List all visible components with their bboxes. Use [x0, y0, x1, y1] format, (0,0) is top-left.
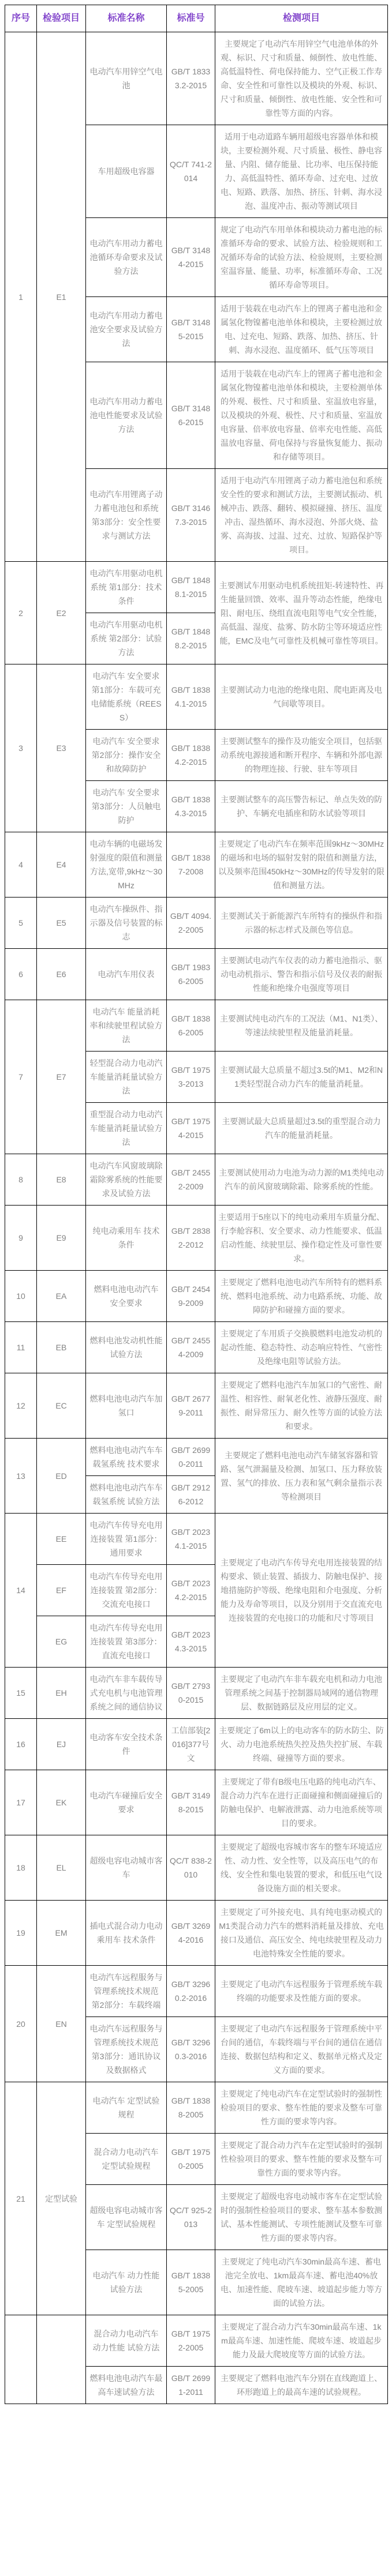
standard-no-cell: GB/T 20234.1-2015 — [167, 1514, 215, 1565]
seq-cell: 15 — [5, 1668, 37, 1719]
seq-cell: 17 — [5, 1770, 37, 1835]
test-items-cell: 主要规定了纯电动汽车30min最高车速、蓄电池完全放电、1km最高车速、蓄电池40%放电、加速性能、爬坡车速、坡道起步能力等方面的试验方法。 — [215, 2250, 388, 2315]
table-row — [5, 1770, 388, 1835]
standard-name-cell: 混合动力电动汽车 定型试验规程 — [86, 2134, 167, 2185]
standard-no-cell: GB/T 18488.1-2015 — [167, 562, 215, 613]
standard-name-cell: 车用超级电容器 — [86, 125, 167, 218]
table-row — [5, 2315, 388, 2367]
standard-no-cell: GB/T 18333.2-2015 — [167, 32, 215, 125]
inspection-item-cell: E3 — [37, 664, 86, 832]
standard-name-cell: 电动汽车远程服务与管理系统技术规范 第3部分：通讯协议及数据格式 — [86, 2017, 167, 2082]
inspection-item-cell: EB — [37, 1322, 86, 1373]
standard-name-cell: 重型混合动力电动汽车能量消耗量试验方法 — [86, 1103, 167, 1154]
standard-name-cell: 燃料电池发动机性能试验方法 — [86, 1322, 167, 1373]
test-items-cell: 主要规定了6m以上的电动客车的防水防尘、防火、动力电池系统热失控及热失控扩展、车载终端、碰撞等方面的要求。 — [215, 1719, 388, 1770]
column-header-1: 检验项目 — [37, 5, 86, 32]
standard-name-cell: 电动车辆的电磁场发射强度的限值和测量方法,宽带,9kHz～30MHz — [86, 832, 167, 898]
standard-name-cell: 燃料电池电动汽车最高车速试验方法 — [86, 2367, 167, 2404]
seq-cell: 10 — [5, 1271, 37, 1322]
standard-no-cell: GB/T 19752-2005 — [167, 2315, 215, 2367]
inspection-item-cell: E5 — [37, 898, 86, 949]
seq-cell: 8 — [5, 1154, 37, 1206]
seq-cell — [5, 2315, 37, 2404]
table-row — [5, 562, 388, 613]
test-items-cell: 主要规定了超级电容电动城市客车在定型试验时的强制性检验项目的要求、整车基本参数测试、基本性能测试、专项性能测试及整车可靠性方面的要求等内容。 — [215, 2185, 388, 2250]
standard-name-cell: 混合动力电动汽车 动力性能 试验方法 — [86, 2315, 167, 2367]
standard-no-cell: QC/T 741-2014 — [167, 125, 215, 218]
table-row — [5, 1719, 388, 1770]
seq-cell: 19 — [5, 1901, 37, 1966]
standard-name-cell: 电动汽车传导充电用连接装置 第2部分：交流充电接口 — [86, 1565, 167, 1616]
inspection-item-cell: E6 — [37, 949, 86, 1000]
seq-cell: 16 — [5, 1719, 37, 1770]
standard-no-cell: GB/T 32960.2-2016 — [167, 1966, 215, 2017]
test-items-cell: 主要测试动力电池的绝缘电阻、爬电距离及电气间歇等项目。 — [215, 664, 388, 730]
test-items-cell: 主要测试最大总质量不超过3.5t的M1、M2和N1类轻型混合动力汽车的能量消耗量。 — [215, 1052, 388, 1103]
test-items-cell: 主要测试使用动力电池为动力源的M1类纯电动汽车的前风窗玻璃除霜、除雾系统的性能。 — [215, 1154, 388, 1206]
inspection-item-cell: EL — [37, 1835, 86, 1901]
standard-name-cell: 电动汽车风窗玻璃除霜除雾系统的性能要求及试验方法 — [86, 1154, 167, 1206]
standard-no-cell: GB/T 29126-2012 — [167, 1476, 215, 1514]
standard-name-cell: 电动汽车操纵件、指示器及信号装置的标志 — [86, 898, 167, 949]
table-row — [5, 664, 388, 730]
inspection-item-cell: E2 — [37, 562, 86, 664]
inspection-item-cell: EA — [37, 1271, 86, 1322]
test-items-cell: 主要规定了燃料电池电动汽车储氢容器和管路、氢气泄漏量及检测、加氢口、压力释放装置、氢气的排放、压力表和氢气剩余量指示表等检测项目 — [215, 1439, 388, 1514]
test-items-cell: 适用于电动汽车用锂离子动力蓄电池包和系统安全性的要求和测试方法，主要测试振动、机械冲击、跌落、翻转、模拟碰撞、挤压、温度冲击、湿热循环、海水浸泡、外部火烧、盐雾、高海拔、过温、过充、过放、短路保护等项目。 — [215, 469, 388, 562]
standard-no-cell: GB/T 4094.2-2005 — [167, 898, 215, 949]
inspection-item-cell: ED — [37, 1439, 86, 1514]
standard-no-cell: GB/T 26990-2011 — [167, 1439, 215, 1476]
standard-name-cell: 电动汽车用动力蓄电池安全要求及试验方法 — [86, 297, 167, 362]
test-items-cell: 主要测试电动汽车仪表的动力蓄电池指示、驱动电动机指示、警告和指示信号及仪表的耐振性能和绝缘介电强度等项目 — [215, 949, 388, 1000]
standard-no-cell: GB/T 31485-2015 — [167, 297, 215, 362]
standard-name-cell: 燃料电池电动汽车车载氢系统 试验方法 — [86, 1476, 167, 1514]
test-items-cell: 适用于装载在电动汽车上的锂离子蓄电池和金属氢化物镍蓄电池单体和模块，主要检测单体的外观、极性、尺寸和质量、室温放电容量，以及模块的外观、极性、尺寸和质量、室温放电容量、倍率放电容量、倍率充电性能、高低温放电容量、荷电保持与容量恢复能力、振动和存储等项目。 — [215, 362, 388, 469]
standard-name-cell: 电动汽车 动力性能 试验方法 — [86, 2250, 167, 2315]
standard-no-cell: GB/T 19750-2005 — [167, 2134, 215, 2185]
standard-no-cell: GB/T 18387-2008 — [167, 832, 215, 898]
standard-name-cell: 燃料电池电动汽车加氢口 — [86, 1373, 167, 1439]
test-items-cell: 主要测试关于新能源汽车所特有的操纵件和指示器的标志样式及颜色等信息。 — [215, 898, 388, 949]
standard-no-cell: GB/T 18386-2005 — [167, 1000, 215, 1052]
test-items-cell: 主要规定了电动汽车远程服务于管理系统中平台间的通信，车载终端与平台间的通信在通信连接、数据包结构和定义、数据单元格式及定义方面的要求。 — [215, 2017, 388, 2082]
inspection-item-cell: EN — [37, 1966, 86, 2082]
standard-name-cell: 电动汽车用锂离子动力蓄电池包和系统 第3部分：安全性要求与测试方法 — [86, 469, 167, 562]
standard-no-cell: QC/T 925-2013 — [167, 2185, 215, 2250]
standard-name-cell: 电动汽车远程服务与管理系统技术规范 第2部分：车载终端 — [86, 1966, 167, 2017]
column-header-0: 序号 — [5, 5, 37, 32]
standard-no-cell: GB/T 32694-2016 — [167, 1901, 215, 1966]
standard-no-cell: GB/T 18384.1-2015 — [167, 664, 215, 730]
seq-cell: 11 — [5, 1322, 37, 1373]
seq-cell: 18 — [5, 1835, 37, 1901]
standard-no-cell: GB/T 20234.3-2015 — [167, 1616, 215, 1668]
seq-cell: 5 — [5, 898, 37, 949]
standard-name-cell: 电动汽车非车载传导式充电机与电池管理系统之间的通信协议 — [86, 1668, 167, 1719]
standard-name-cell: 电动汽车用仪表 — [86, 949, 167, 1000]
test-items-cell: 主要规定了混合动力汽车30min最高车速、1km最高车速、加速性能、爬坡车速、坡道起步能力及最大爬坡度等方面的试验方法。 — [215, 2315, 388, 2367]
table-row — [5, 1206, 388, 1271]
inspection-item-cell — [37, 2315, 86, 2404]
test-items-cell: 主要测试车用驱动电机系统扭矩-转速特性、再生能量回馈、效率、温升等动态性能，绝缘电阻、耐电压、绕组直流电阻等电气安全性能，高低温、湿度、盐雾、防水防尘等环境适应性能，EMC及电气可靠性及机械可靠性等项目。 — [215, 562, 388, 664]
table-row — [5, 949, 388, 1000]
table-row — [5, 1271, 388, 1322]
table-row — [5, 1514, 388, 1565]
standard-no-cell: GB/T 31484-2015 — [167, 218, 215, 297]
standard-name-cell: 轻型混合动力电动汽车能量消耗量试验方法 — [86, 1052, 167, 1103]
seq-cell: 7 — [5, 1000, 37, 1154]
standard-no-cell: GB/T 27930-2015 — [167, 1668, 215, 1719]
seq-cell: 1 — [5, 32, 37, 562]
standard-name-cell: 超级电容电动城市客车 — [86, 1835, 167, 1901]
test-items-cell: 主要规定了电动汽车非车载充电机和动力电池管理系统之间基于控制器局域网的通信物理层、数据链路层及应用层的定义。 — [215, 1668, 388, 1719]
table-row — [5, 1000, 388, 1052]
standard-no-cell: GB/T 20234.2-2015 — [167, 1565, 215, 1616]
table-row — [5, 1668, 388, 1719]
standard-name-cell: 电动汽车用动力蓄电池电性能要求及试验方法 — [86, 362, 167, 469]
table-row — [5, 832, 388, 898]
test-items-cell: 主要规定了燃料电池汽车分别在直线跑道上、环形跑道上的最高车速的试验规程。 — [215, 2367, 388, 2404]
inspection-item-cell: EM — [37, 1901, 86, 1966]
test-items-cell: 主要测试整车的操作及功能安全项目，包括驱动系统电源接通和断开程序、车辆和外部电源的物理连接、行驶、驻车等项目 — [215, 730, 388, 781]
header-row — [5, 5, 388, 32]
table-row — [5, 1835, 388, 1901]
test-items-cell: 主要测试纯电动汽车的工况法（M1、N1类）、等速法续驶里程及能量消耗量。 — [215, 1000, 388, 1052]
seq-cell: 12 — [5, 1373, 37, 1439]
test-items-cell: 主要规定了混合动力汽车在定型试验时的强制性检验项目的要求、整车性能的要求及整车可靠性方面的要求等内容。 — [215, 2134, 388, 2185]
test-items-cell: 主要规定了电动汽车在频率范围9kHz～30MHz的磁场和电场的辐射发射的限值和测量方法，以及频率范围450kHz～30MHz的传导发射的限值和测量方法。 — [215, 832, 388, 898]
standard-name-cell: 插电式混合动力电动乘用车 技术条件 — [86, 1901, 167, 1966]
test-items-cell: 主要规定了纯电动汽车在定型试验时的强制性检验项目的要求、整车性能的要求及整车可靠性方面的要求等内容。 — [215, 2082, 388, 2134]
table-row — [5, 1901, 388, 1966]
table-row — [5, 2082, 388, 2134]
standard-no-cell: GB/T 28382-2012 — [167, 1206, 215, 1271]
standard-no-cell: GB/T 19753-2013 — [167, 1052, 215, 1103]
standard-no-cell: GB/T 18488.2-2015 — [167, 613, 215, 664]
inspection-item-cell: EK — [37, 1770, 86, 1835]
standard-no-cell: 工信部装[2016]377号文 — [167, 1719, 215, 1770]
standard-name-cell: 电动汽车 安全要求 第2部分：操作安全和故障防护 — [86, 730, 167, 781]
table-header — [5, 5, 388, 32]
standard-name-cell: 纯电动乘用车 技术条件 — [86, 1206, 167, 1271]
ev-standards-table — [5, 5, 388, 2404]
test-items-cell: 主要规定了可外接充电、具有纯电驱动模式的M1类混合动力汽车的燃料消耗量及排放、充电接口及通信、高压安全、纯电续驶里程及动力电池特殊安全性能的要求。 — [215, 1901, 388, 1966]
test-items-cell: 主要规定了电动汽车用锌空气电池单体的外观、标识、尺寸和质量、倾倒性、放电性能、高低温特性、荷电保持能力、空气正极工作寿命、安全性和可靠性以及模块的外观、标识、尺寸和质量、倾倒性、放电性能、安全性和可靠性等方面的内容。 — [215, 32, 388, 125]
standard-name-cell: 电动汽车用驱动电机系统 第1部分：技术条件 — [86, 562, 167, 613]
seq-cell: 4 — [5, 832, 37, 898]
inspection-item-cell: E4 — [37, 832, 86, 898]
inspection-item-cell: E7 — [37, 1000, 86, 1154]
test-items-cell: 主要规定了电动汽车远程服务于管理系统车载终端的功能要求及性能方面的要求。 — [215, 1966, 388, 2017]
column-header-3: 标准号 — [167, 5, 215, 32]
column-header-4: 检测项目 — [215, 5, 388, 32]
test-items-cell: 适用于装载在电动汽车上的锂离子蓄电池和金属氢化物镍蓄电池单体和模块，主要检测过放电、过充电、短路、跌落、加热、挤压、针刺、海水浸泡、温度循环、低气压等项目 — [215, 297, 388, 362]
table-body — [5, 32, 388, 2404]
standard-no-cell: GB/T 32960.3-2016 — [167, 2017, 215, 2082]
table-row — [5, 898, 388, 949]
standard-no-cell: GB/T 26779-2011 — [167, 1373, 215, 1439]
column-header-2: 标准名称 — [86, 5, 167, 32]
test-items-cell: 主要测试整车的高压警告标记、单点失效的防护、车辆充电插座和防水试验等项目 — [215, 781, 388, 832]
test-items-cell: 主要规定了电动汽车传导充电用连接装置的结构要求、锁止装置、插拔力、防触电保护、接地措施防护等级、绝缘电阻和介电强度、分析能力及寿命等项目，以及分别用于交直流充电连接装置的充电接口的功能和尺寸等项目 — [215, 1514, 388, 1668]
standard-name-cell: 超级电容电动城市客车 定型试验规程 — [86, 2185, 167, 2250]
table-row — [5, 1966, 388, 2017]
standard-no-cell: GB/T 31498-2015 — [167, 1770, 215, 1835]
standard-name-cell: 电动汽车传导充电用连接装置 第3部分：直流充电接口 — [86, 1616, 167, 1668]
table-row — [5, 1439, 388, 1476]
inspection-item-cell: EH — [37, 1668, 86, 1719]
standard-no-cell: GB/T 18384.2-2015 — [167, 730, 215, 781]
standard-no-cell: GB/T 18388-2005 — [167, 2082, 215, 2134]
test-items-cell: 主要规定了燃料电池电动汽车所特有的燃料系统、燃料电池系统、动力电路系统、功能、故障防护和碰撞方面的要求。 — [215, 1271, 388, 1322]
standard-no-cell: GB/T 24554-2009 — [167, 1322, 215, 1373]
standard-no-cell: GB/T 24549-2009 — [167, 1271, 215, 1322]
inspection-item-cell: EE — [37, 1514, 86, 1565]
standard-name-cell: 电动汽车 能量消耗率和续驶里程试验方法 — [86, 1000, 167, 1052]
table-row — [5, 1373, 388, 1439]
seq-cell: 9 — [5, 1206, 37, 1271]
inspection-item-cell: EC — [37, 1373, 86, 1439]
standard-name-cell: 电动客车安全技术条件 — [86, 1719, 167, 1770]
table-row — [5, 32, 388, 125]
test-items-cell: 主要规定了带有B级电压电路的纯电动汽车、混合动力汽车在进行正面碰撞和侧面碰撞后的防触电保护、电解液泄露、动力电池系统等项目的要求。 — [215, 1770, 388, 1835]
standard-no-cell: GB/T 19836-2005 — [167, 949, 215, 1000]
standard-name-cell: 电动汽车用驱动电机系统 第2部分：试验方法 — [86, 613, 167, 664]
seq-cell: 13 — [5, 1439, 37, 1514]
inspection-item-cell: EG — [37, 1616, 86, 1668]
standard-no-cell: GB/T 18384.3-2015 — [167, 781, 215, 832]
standard-no-cell: GB/T 31467.3-2015 — [167, 469, 215, 562]
standard-name-cell: 电动汽车用动力蓄电池循环寿命要求及试验方法 — [86, 218, 167, 297]
standard-name-cell: 电动汽车碰撞后安全要求 — [86, 1770, 167, 1835]
inspection-item-cell: E1 — [37, 32, 86, 562]
standard-name-cell: 电动汽车 安全要求 第3部分：人员触电防护 — [86, 781, 167, 832]
test-items-cell: 主要规定了燃料电池汽车加氢口的气密性、耐温性、相容性、耐氧老化性、液静压强度、耐振性、耐异常压力、耐久性等方面的试验方法和要求。 — [215, 1373, 388, 1439]
standard-name-cell: 燃料电池电动汽车 安全要求 — [86, 1271, 167, 1322]
inspection-item-cell: EF — [37, 1565, 86, 1616]
seq-cell: 6 — [5, 949, 37, 1000]
seq-cell: 3 — [5, 664, 37, 832]
standard-name-cell: 电动汽车用锌空气电池 — [86, 32, 167, 125]
table-row — [5, 1154, 388, 1206]
inspection-item-cell: E8 — [37, 1154, 86, 1206]
test-items-cell: 适用于电动道路车辆用超级电容器单体和模块，主要检测外观、尺寸质量、极性、静电容量、内阻、储存能量、比功率、电压保持能力、高低温特性、循环寿命、过充电、过放电、短路、跌落、加热、挤压、针刺、海水浸泡、温度冲击、振动等测试项目 — [215, 125, 388, 218]
test-items-cell: 主要测试最大总质量超过3.5t的重型混合动力汽车的能量消耗量。 — [215, 1103, 388, 1154]
seq-cell: 20 — [5, 1966, 37, 2082]
standard-no-cell: GB/T 31486-2015 — [167, 362, 215, 469]
seq-cell: 14 — [5, 1514, 37, 1668]
standard-name-cell: 电动汽车传导充电用连接装置 第1部分：通用要求 — [86, 1514, 167, 1565]
test-items-cell: 主要规定了车用质子交换膜燃料电池发动机的起动性能、稳态特性、动态响应特性、气密性及绝缘电阻等试验方法。 — [215, 1322, 388, 1373]
standard-no-cell: GB/T 19754-2015 — [167, 1103, 215, 1154]
seq-cell: 21 — [5, 2082, 37, 2315]
standard-name-cell: 燃料电池电动汽车车载氢系统 技术要求 — [86, 1439, 167, 1476]
inspection-item-cell: EJ — [37, 1719, 86, 1770]
standard-no-cell: QC/T 838-2010 — [167, 1835, 215, 1901]
table-row — [5, 1322, 388, 1373]
standard-no-cell: GB/T 26991-2011 — [167, 2367, 215, 2404]
standard-name-cell: 电动汽车 定型试验规程 — [86, 2082, 167, 2134]
standard-no-cell: GB/T 18385-2005 — [167, 2250, 215, 2315]
test-items-cell: 主要适用于5座以下的纯电动乘用车质量分配、行李舱容积、安全要求、动力性能要求、低温启动性能、续驶里层、操作稳定性及可靠性要求。 — [215, 1206, 388, 1271]
test-items-cell: 主要规定了超级电容城市客车的整车环境适应性、动力性、安全性等，以及高压电气的布线、安全性和集电装置的要求，和低压电气设备设施方面的相关要求。 — [215, 1835, 388, 1901]
seq-cell: 2 — [5, 562, 37, 664]
standard-name-cell: 电动汽车 安全要求 第1部分：车载可充电储能系统（REESS） — [86, 664, 167, 730]
inspection-item-cell: E9 — [37, 1206, 86, 1271]
inspection-item-cell: 定型试验 — [37, 2082, 86, 2315]
test-items-cell: 规定了电动汽车用单体和模块动力蓄电池的标准循环寿命的要求、试验方法、检验规则和工况循环寿命的试验方法、检验规则，主要检测室温容量、能量、功率，标准循环寿命、工况循环寿命等项目。 — [215, 218, 388, 297]
standard-no-cell: GB/T 24552-2009 — [167, 1154, 215, 1206]
